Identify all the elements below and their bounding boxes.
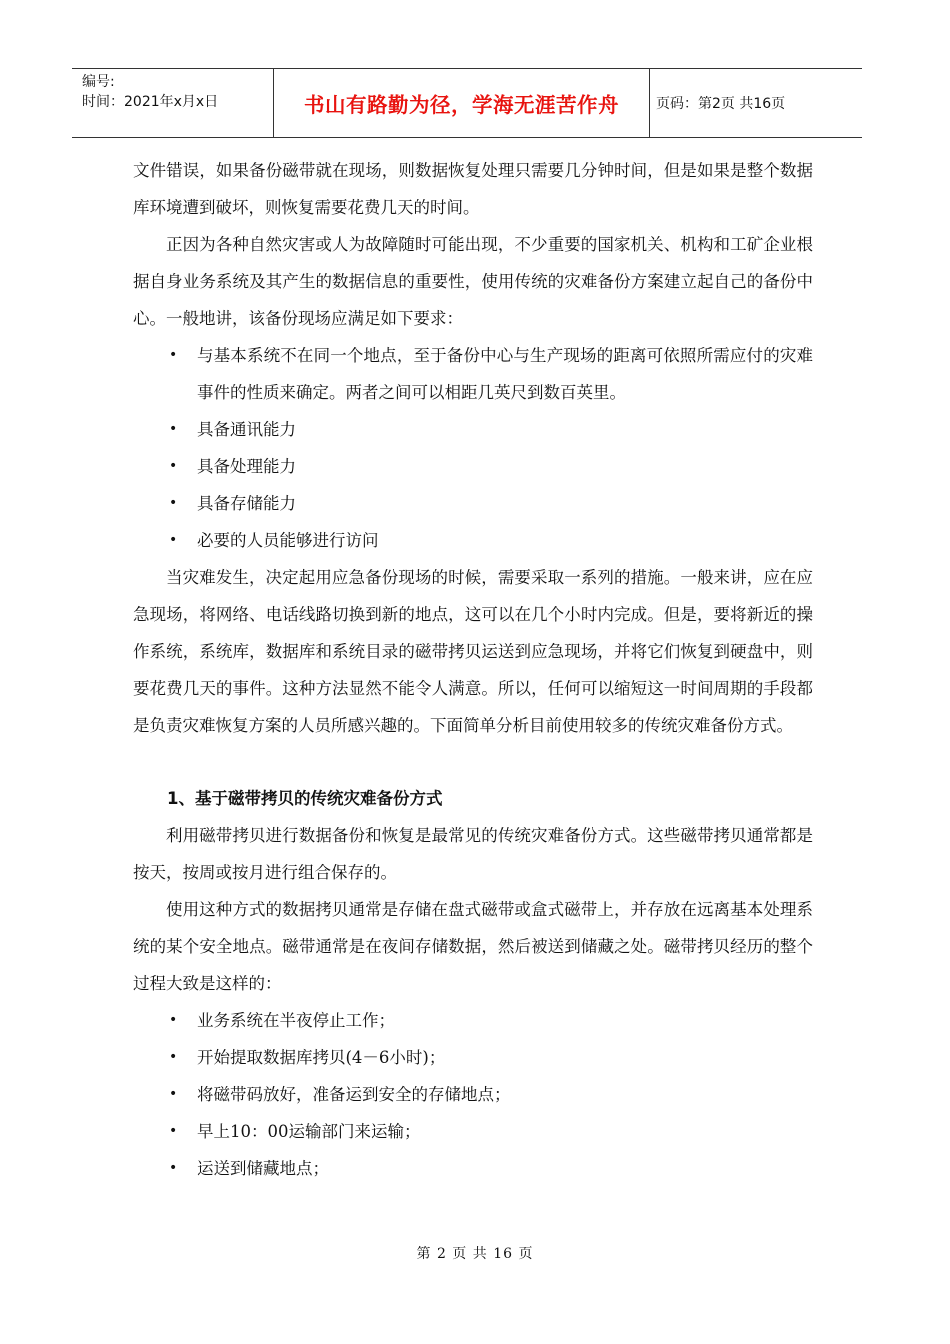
list-item-text: 必要的人员能够进行访问 xyxy=(197,531,379,550)
section-spacer xyxy=(133,744,813,780)
list-item xyxy=(133,1113,813,1150)
list-item-text: 早上10：00运输部门来运输； xyxy=(197,1122,421,1141)
list-item-text: 具备存储能力 xyxy=(197,494,296,513)
list-item xyxy=(133,1039,813,1076)
paragraph: 正因为各种自然灾害或人为故障随时可能出现，不少重要的国家机关、机构和工矿企业根据自身业务系统及其产生的数据信息的重要性，使用传统的灾难备份方案建立起自己的备份中心。一般地讲，该备份现场应满足如下要求： xyxy=(133,235,813,328)
bullet-icon: • xyxy=(169,347,178,363)
list-item xyxy=(133,1076,813,1113)
list-item xyxy=(133,411,813,448)
paragraph: 使用这种方式的数据拷贝通常是存储在盘式磁带或盒式磁带上，并存放在远离基本处理系统的某个安全地点。磁带通常是在夜间存储数据，然后被送到储藏之处。磁带拷贝经历的整个过程大致是这样的： xyxy=(133,900,813,993)
list-item xyxy=(133,448,813,485)
list-item xyxy=(133,485,813,522)
list-item-text: 具备通讯能力 xyxy=(197,420,296,439)
list-item-text: 运送到储藏地点； xyxy=(197,1159,329,1178)
bullet-icon: • xyxy=(169,1012,178,1028)
bullet-icon: • xyxy=(169,1160,178,1176)
document-number-label: 编号: xyxy=(82,74,115,90)
bullet-icon: • xyxy=(169,495,178,511)
list-item-text: 将磁带码放好，准备运到安全的存储地点； xyxy=(197,1085,511,1104)
list-item-text: 具备处理能力 xyxy=(197,457,296,476)
paragraph: 当灾难发生，决定起用应急备份现场的时候，需要采取一系列的措施。一般来讲，应在应急现场，将网络、电话线路切换到新的地点，这可以在几个小时内完成。但是，要将新近的操作系统，系统库，数据库和系统目录的磁带拷贝运送到应急现场，并将它们恢复到硬盘中，则要花费几天的事件。这种方法显然不能令人满意。所以，任何可以缩短这一时间周期的手段都是负责灾难恢复方案的人员所感兴趣的。下面简单分析目前使用较多的传统灾难备份方式。 xyxy=(133,568,813,735)
bullet-icon: • xyxy=(169,532,178,548)
document-time-label: 时间：2021年x月x日 xyxy=(82,94,219,110)
list-item-text: 与基本系统不在同一个地点，至于备份中心与生产现场的距离可依照所需应付的灾难事件的性质来确定。两者之间可以相距几英尺到数百英里。 xyxy=(197,346,813,402)
list-item-text: 开始提取数据库拷贝(4－6小时)； xyxy=(197,1048,446,1067)
bullet-icon: • xyxy=(169,1123,178,1139)
paragraph: 利用磁带拷贝进行数据备份和恢复是最常见的传统灾难备份方式。这些磁带拷贝通常都是按天，按周或按月进行组合保存的。 xyxy=(133,826,813,882)
header-page-number: 页码：第2页 共16页 xyxy=(656,96,786,112)
page-header xyxy=(72,68,862,138)
requirements-list xyxy=(133,337,813,559)
bullet-icon: • xyxy=(169,421,178,437)
paragraph: 文件错误，如果备份磁带就在现场，则数据恢复处理只需要几分钟时间，但是如果是整个数据库环境遭到破坏，则恢复需要花费几天的时间。 xyxy=(133,161,813,217)
list-item xyxy=(133,337,813,411)
page-footer: 第 2 页 共 16 页 xyxy=(416,1246,534,1262)
header-meta-cell xyxy=(72,69,274,137)
bullet-icon: • xyxy=(169,1049,178,1065)
bullet-icon: • xyxy=(169,458,178,474)
header-motto: 书山有路勤为径，学海无涯苦作舟 xyxy=(274,69,650,137)
list-item xyxy=(133,1002,813,1039)
list-item xyxy=(133,1150,813,1187)
bullet-icon: • xyxy=(169,1086,178,1102)
list-item xyxy=(133,522,813,559)
document-body xyxy=(133,152,813,1187)
section-heading: 1、基于磁带拷贝的传统灾难备份方式 xyxy=(167,789,443,808)
list-item-text: 业务系统在半夜停止工作； xyxy=(197,1011,395,1030)
tape-process-list xyxy=(133,1002,813,1187)
